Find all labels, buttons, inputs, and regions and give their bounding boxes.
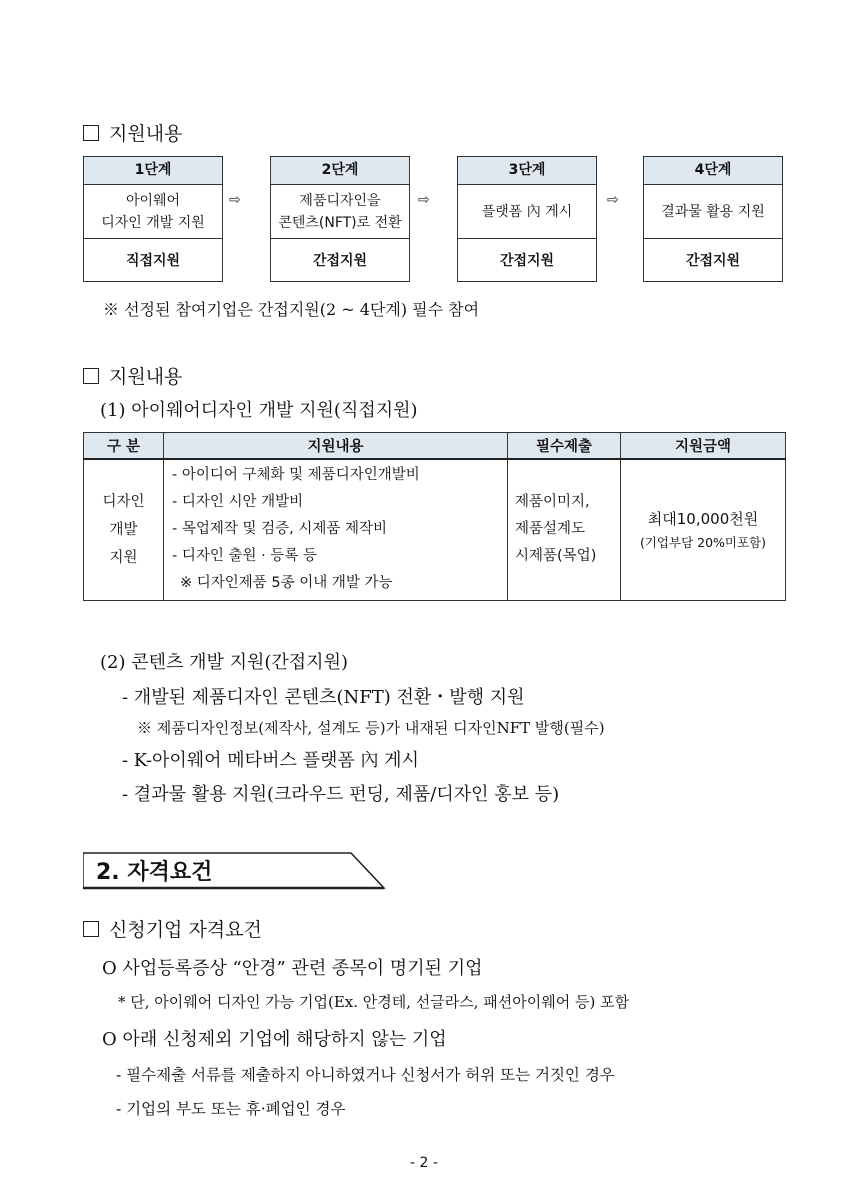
right-arrow-icon: ⇨ xyxy=(418,192,430,208)
requirement-item: O 아래 신청제외 기업에 해당하지 않는 기업 xyxy=(102,1029,447,1050)
content-support-note: ※ 제품디자인정보(제작사, 설계도 등)가 내재된 디자인NFT 발행(필수) xyxy=(137,719,605,737)
table-header: 구 분 xyxy=(84,433,164,459)
section-heading-eligibility: 신청기업 자격요건 xyxy=(83,915,262,942)
right-arrow-icon: ⇨ xyxy=(229,192,241,208)
stage-description: 제품디자인을 콘텐츠(NFT)로 전환 xyxy=(271,185,409,239)
participation-note: ※ 선정된 참여기업은 간접지원(2 ~ 4단계) 필수 참여 xyxy=(103,300,480,319)
exclusion-item: - 기업의 부도 또는 휴·폐업인 경우 xyxy=(116,1100,346,1118)
stage-label: 3단계 xyxy=(458,157,596,185)
stage-label: 1단계 xyxy=(84,157,222,185)
table-header: 지원금액 xyxy=(621,433,786,459)
category-cell: 디자인 개발 지원 xyxy=(84,459,164,601)
stage-description: 결과물 활용 지원 xyxy=(644,185,782,239)
checkbox-square-icon xyxy=(83,921,99,937)
stage-box-1 xyxy=(83,156,223,282)
section-heading-support-detail: 지원내용 xyxy=(83,362,182,389)
table-header: 지원내용 xyxy=(164,433,508,459)
right-arrow-icon: ⇨ xyxy=(607,192,619,208)
stage-box-2 xyxy=(270,156,410,282)
stage-support-type: 간접지원 xyxy=(685,253,741,269)
section-title-box xyxy=(83,852,383,889)
stage-description: 아이웨어 디자인 개발 지원 xyxy=(84,185,222,239)
checkbox-square-icon xyxy=(83,368,99,384)
amount-cell: 최대10,000천원 (기업부담 20%미포함) xyxy=(621,459,786,601)
stage-support-type: 직접지원 xyxy=(125,253,181,269)
requirement-item: O 사업등록증상 “안경” 관련 종목이 명기된 기업 xyxy=(102,958,483,979)
stage-support-type: 간접지원 xyxy=(499,253,555,269)
stage-label: 4단계 xyxy=(644,157,782,185)
stage-box-3 xyxy=(457,156,597,282)
contents-cell: - 아이디어 구체화 및 제품디자인개발비 - 디자인 시안 개발비 - 목업제작 및 검증, 시제품 제작비 - 디자인 출원 · 등록 등 ※ 디자인제품 5종 이내 개발 가능 xyxy=(164,459,508,601)
section-heading-support: 지원내용 xyxy=(83,119,182,146)
checkbox-square-icon xyxy=(83,125,99,141)
support-table xyxy=(83,432,786,601)
stage-description: 플랫폼 內 게시 xyxy=(458,185,596,239)
stage-label: 2단계 xyxy=(271,157,409,185)
table-row xyxy=(84,459,786,601)
subheading-design-support: (1) 아이웨어디자인 개발 지원(직접지원) xyxy=(100,400,418,421)
subheading-content-support: (2) 콘텐츠 개발 지원(간접지원) xyxy=(100,652,348,673)
stage-support-type: 간접지원 xyxy=(312,253,368,269)
section-title: 2. 자격요건 xyxy=(96,860,213,885)
table-header: 필수제출 xyxy=(508,433,621,459)
page-number: - 2 - xyxy=(410,1155,438,1171)
submission-cell: 제품이미지, 제품설계도 시제품(목업) xyxy=(508,459,621,601)
requirement-note: * 단, 아이웨어 디자인 가능 기업(Ex. 안경테, 선글라스, 패션아이웨어 등) 포함 xyxy=(118,993,630,1011)
stage-box-4 xyxy=(643,156,783,282)
content-support-item: - 결과물 활용 지원(크라우드 펀딩, 제품/디자인 홍보 등) xyxy=(122,784,560,805)
content-support-item: - 개발된 제품디자인 콘텐츠(NFT) 전환・발행 지원 xyxy=(122,687,525,708)
content-support-item: - K-아이웨어 메타버스 플랫폼 內 게시 xyxy=(122,750,419,771)
exclusion-item: - 필수제출 서류를 제출하지 아니하였거나 신청서가 허위 또는 거짓인 경우 xyxy=(116,1066,615,1084)
